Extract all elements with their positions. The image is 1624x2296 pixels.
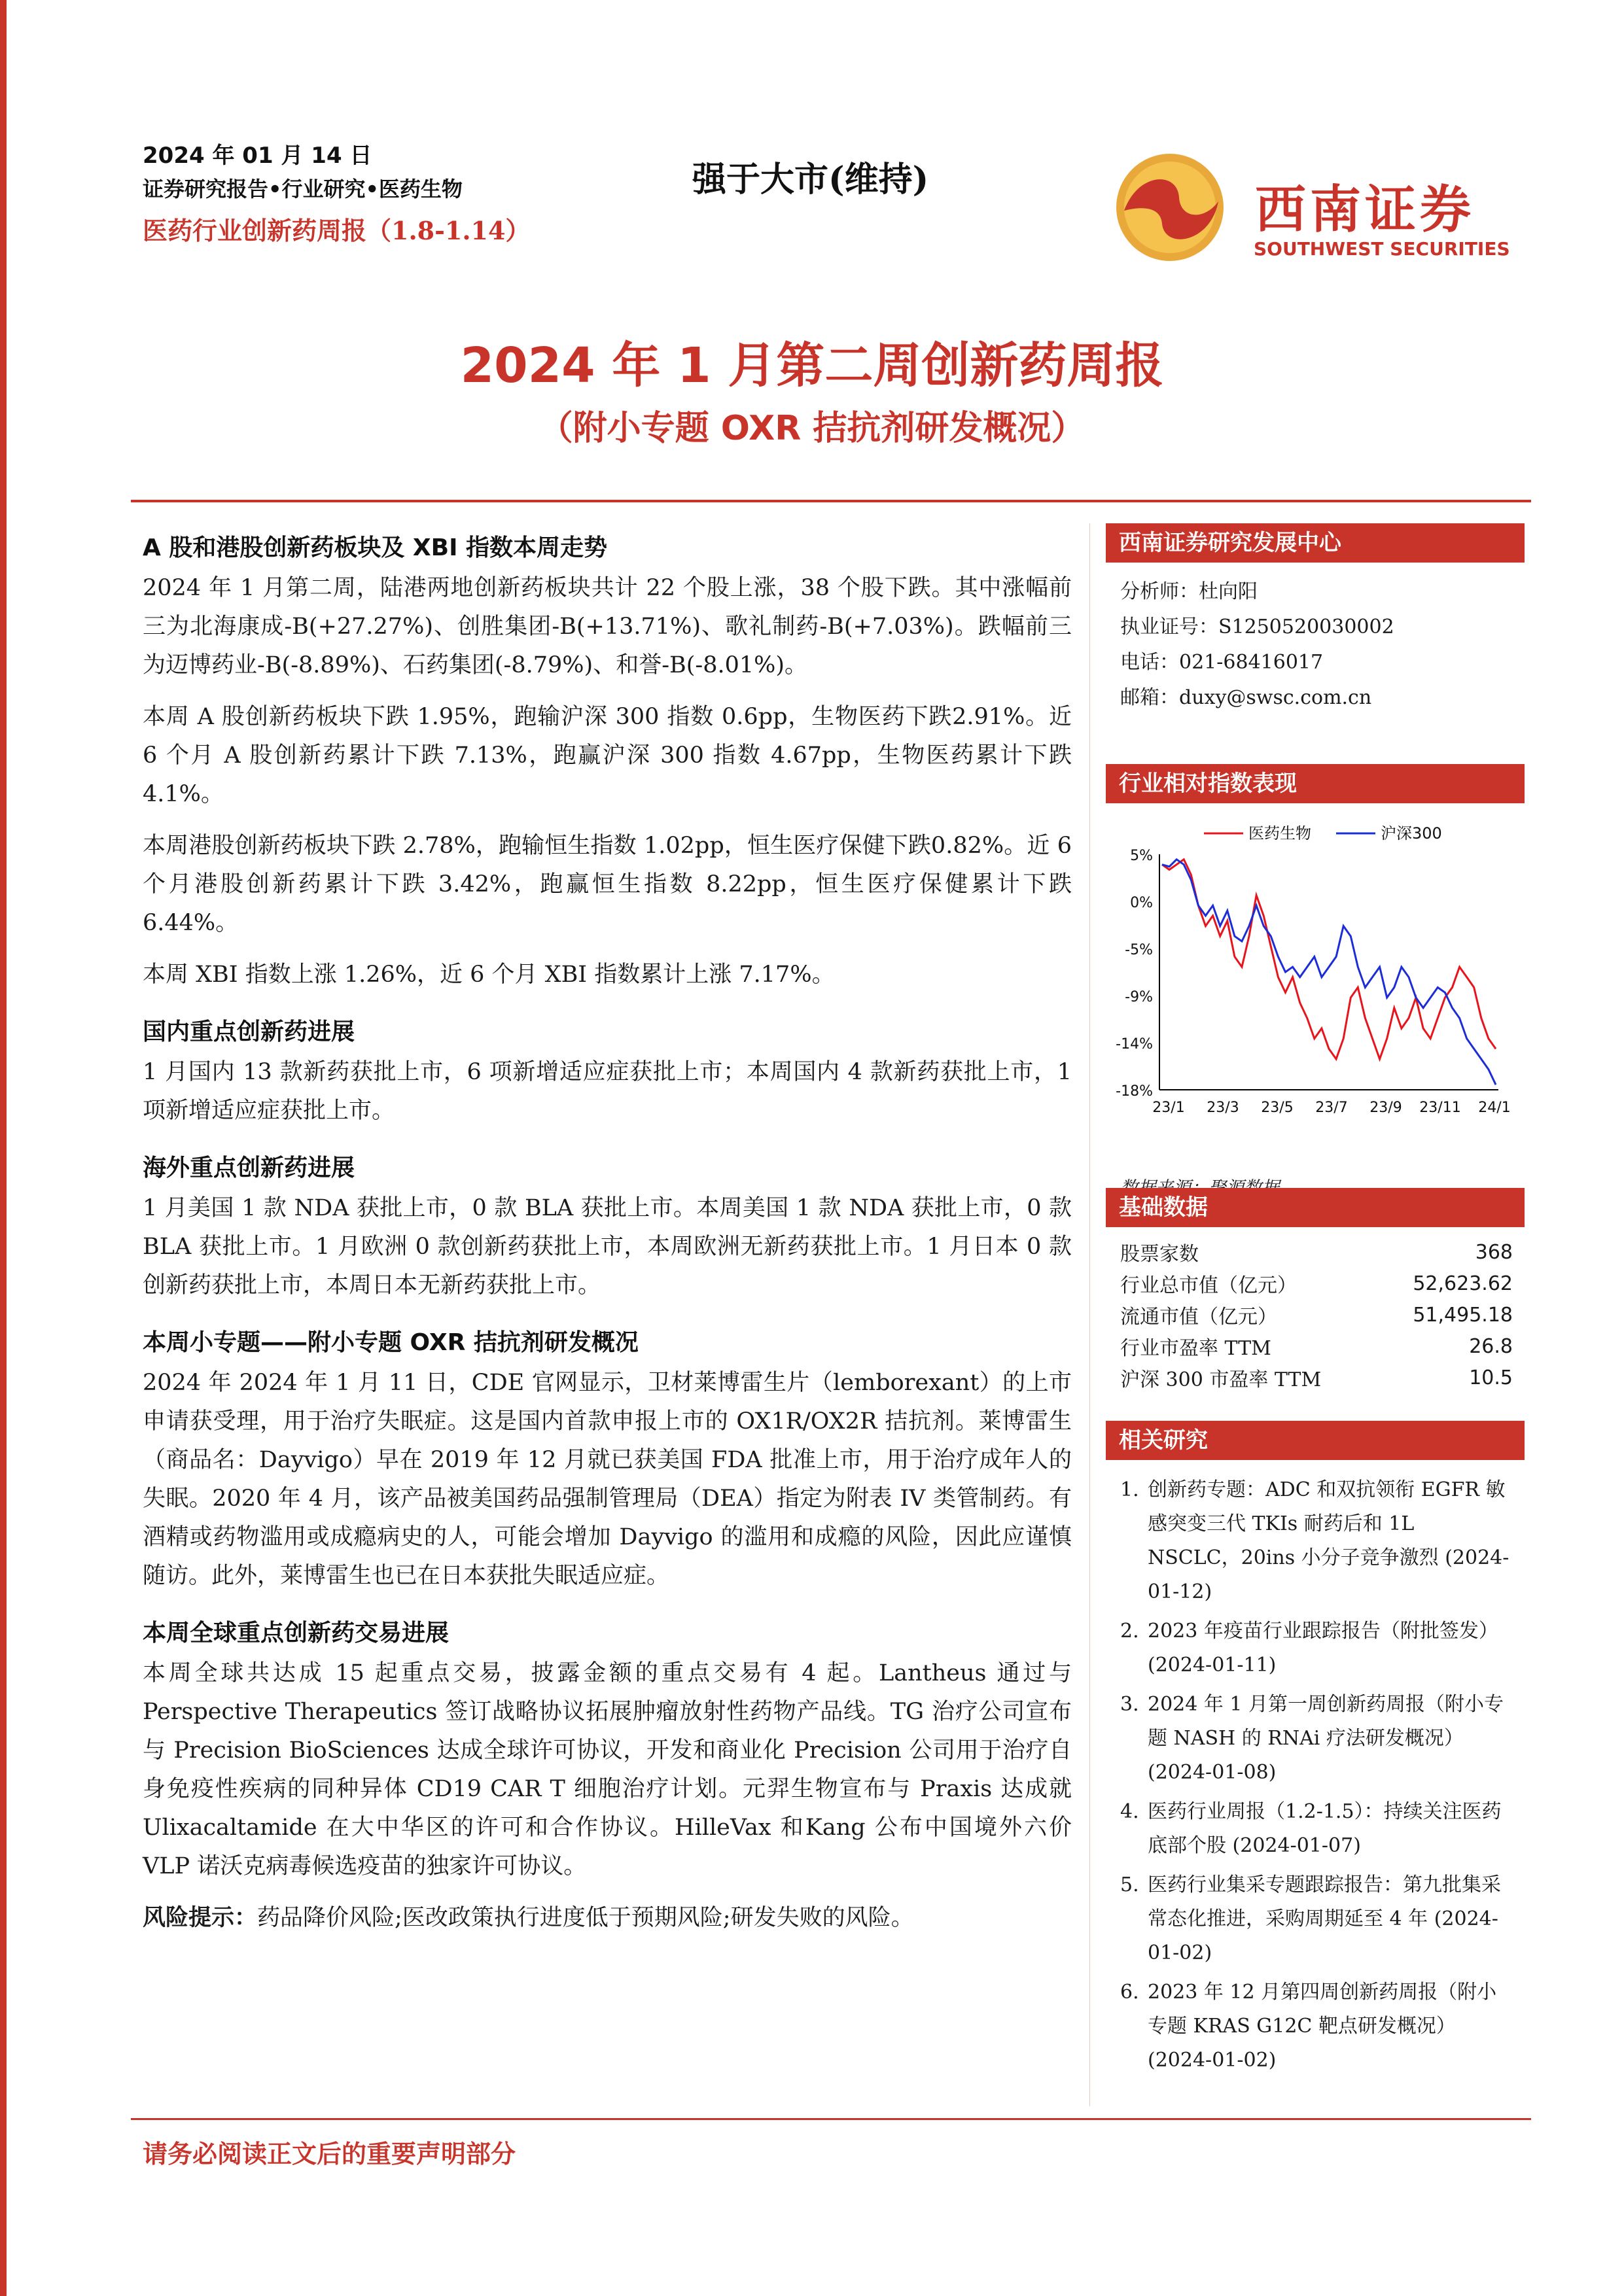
table-row [1120, 1236, 1513, 1268]
footer-divider [131, 2118, 1531, 2120]
row-label: 行业市盈率 TTM [1120, 1337, 1271, 1360]
item-number: 6. [1120, 1981, 1139, 2004]
row-value: 26.8 [1469, 1334, 1513, 1358]
item-number: 4. [1120, 1800, 1139, 1823]
list-item[interactable] [1120, 1614, 1513, 1682]
report-date: 2024 年 01 月 14 日 [143, 143, 372, 169]
y-tick-label: -9% [1125, 989, 1153, 1005]
main-content [143, 523, 1072, 1938]
paragraph: 1 月美国 1 款 NDA 获批上市，0 款 BLA 获批上市。本周美国 1 款 NDA 获批上市，0 款 BLA 获批上市。1 月欧洲 0 款创新药获批上市，本周欧洲无新药获批上市。1 月日本 0 款创新药获批上市，本周日本无新药获批上市。 [143, 1195, 1072, 1298]
column-divider [1089, 523, 1090, 2106]
report-title: 2024 年 1 月第二周创新药周报 [460, 338, 1164, 394]
related-header: 相关研究 [1106, 1421, 1525, 1460]
row-label: 沪深 300 市盈率 TTM [1120, 1368, 1322, 1391]
legend-label: 医药生物 [1248, 824, 1311, 843]
series-line-1 [1162, 860, 1496, 1059]
x-tick-label: 23/3 [1207, 1100, 1239, 1116]
related-research-box [1106, 1421, 1525, 2083]
logo-en: SOUTHWEST SECURITIES [1254, 238, 1510, 260]
y-tick-label: -18% [1116, 1083, 1153, 1100]
paragraph: 本周 A 股创新药板块下跌 1.95%，跑输沪深 300 指数 0.6pp，生物医药下跌2.91%。近 6 个月 A 股创新药累计下跌 7.13%，跑赢沪深 300 指数 4.67pp，生物医药累计下跌 4.1%。 [143, 704, 1072, 807]
section-heading: 本周小专题——附小专题 OXR 拮抗剂研发概况 [143, 1329, 639, 1356]
y-tick-label: -14% [1116, 1036, 1153, 1052]
item-text: 医药行业集采专题跟踪报告：第九批集采常态化推进，采购周期延至 4 年 (2024-01-02) [1148, 1873, 1501, 1964]
list-item[interactable] [1120, 1975, 1513, 2078]
analyst-name: 分析师：杜向阳 [1120, 580, 1258, 603]
logo-mark-icon [1106, 145, 1237, 270]
list-item[interactable] [1120, 1868, 1513, 1970]
section-heading: 本周全球重点创新药交易进展 [143, 1620, 450, 1646]
logo [1106, 145, 1511, 270]
table-row [1120, 1299, 1513, 1331]
y-tick-label: -5% [1125, 942, 1153, 958]
item-number: 3. [1120, 1693, 1139, 1716]
row-value: 368 [1475, 1240, 1513, 1264]
analyst-phone: 电话：021-68416017 [1120, 651, 1324, 674]
y-tick-label: 5% [1130, 848, 1153, 864]
legend-label: 沪深300 [1381, 824, 1442, 843]
risk-note [143, 1899, 1072, 1938]
section-deals [143, 1609, 1072, 1886]
x-tick-label: 23/7 [1315, 1100, 1348, 1116]
analyst-email[interactable]: 邮箱：duxy@swsc.com.cn [1120, 686, 1372, 709]
performance-chart [1106, 815, 1525, 1208]
section-heading: 海外重点创新药进展 [143, 1155, 355, 1181]
row-label: 流通市值（亿元） [1120, 1306, 1277, 1329]
table-row [1120, 1362, 1513, 1393]
footer-disclaimer: 请务必阅读正文后的重要声明部分 [143, 2139, 516, 2168]
paragraph: 1 月国内 13 款新药获批上市，6 项新增适应症获批上市；本周国内 4 款新药获批上市，1 项新增适应症获批上市。 [143, 1059, 1072, 1124]
paragraph: 2024 年 1 月第二周，陆港两地创新药板块共计 22 个股上涨，38 个股下跌。其中涨幅前三为北海康成-B(+27.27%)、创胜集团-B(+13.71%)、歌礼制药-B(+7.03%)。跌幅前三为迈博药业-B(-8.89%)、石药集团(-8.79%)、和誉-B(-8.01%)。 [143, 575, 1072, 678]
item-number: 2. [1120, 1620, 1139, 1643]
x-tick-label: 23/9 [1369, 1100, 1402, 1116]
x-tick-label: 23/5 [1261, 1100, 1294, 1116]
x-tick-label: 24/1 [1478, 1100, 1511, 1116]
table-row [1120, 1268, 1513, 1299]
rating: 强于大市(维持) [692, 160, 929, 200]
row-label: 行业总市值（亿元） [1120, 1274, 1297, 1297]
x-tick-label: 23/11 [1419, 1100, 1461, 1116]
performance-header: 行业相对指数表现 [1106, 764, 1525, 803]
list-item[interactable] [1120, 1688, 1513, 1790]
item-text: 创新药专题：ADC 和双抗领衔 EGFR 敏感突变三代 TKIs 耐药后和 1L NSCLC，20ins 小分子竞争激烈 (2024-01-12) [1148, 1478, 1509, 1603]
report-series: 医药行业创新药周报（1.8-1.14） [143, 216, 531, 245]
item-number: 5. [1120, 1873, 1139, 1896]
report-category: 证券研究报告•行业研究•医药生物 [143, 177, 463, 201]
logo-cn: 西南证券 [1255, 180, 1475, 239]
list-item[interactable] [1120, 1473, 1513, 1609]
item-number: 1. [1120, 1478, 1139, 1501]
section-topic [143, 1318, 1072, 1595]
paragraph: 2024 年 2024 年 1 月 11 日，CDE 官网显示，卫材莱博雷生片（lemborexant）的上市申请获受理，用于治疗失眠症。这是国内首款申报上市的 OX1R/OX2R 拮抗剂。莱博雷生（商品名：Dayvigo）早在 2019 年 12 月就已获美国 FDA 批准上市，用于治疗成年人的失眠。2020 年 4 月，该产品被美国药品强制管理局（DEA）指定为附表 IV 类管制药。有酒精或药物滥用或成瘾病史的人，可能会增加 Dayvigo 的滥用和成瘾的风险，因此应谨慎随访。此外，莱博雷生也已在日本获批失眠适应症。 [143, 1370, 1072, 1589]
basic-data-table [1120, 1236, 1513, 1393]
item-text: 2024 年 1 月第一周创新药周报（附小专题 NASH 的 RNAi 疗法研发概况） (2024-01-08) [1148, 1693, 1504, 1784]
item-text: 2023 年疫苗行业跟踪报告（附批签发） (2024-01-11) [1148, 1620, 1498, 1677]
row-value: 51,495.18 [1413, 1303, 1513, 1327]
x-tick-label: 23/1 [1152, 1100, 1185, 1116]
row-label: 股票家数 [1120, 1243, 1199, 1266]
risk-text: 药品降价风险;医改政策执行进度低于预期风险;研发失败的风险。 [257, 1905, 914, 1931]
item-text: 医药行业周报（1.2-1.5）：持续关注医药底部个股 (2024-01-07) [1148, 1800, 1502, 1857]
section-overseas [143, 1143, 1072, 1305]
report-subtitle: （附小专题 OXR 拮抗剂研发概况） [538, 409, 1086, 448]
analyst-header: 西南证券研究发展中心 [1106, 523, 1525, 563]
y-tick-label: 0% [1130, 895, 1153, 911]
paragraph: 本周 XBI 指数上涨 1.26%，近 6 个月 XBI 指数累计上涨 7.17%。 [143, 962, 835, 988]
chart-svg [1106, 815, 1525, 1168]
basic-data-box [1106, 1188, 1525, 1393]
basic-data-header: 基础数据 [1106, 1188, 1525, 1227]
row-value: 52,623.62 [1413, 1272, 1513, 1295]
series-line-2 [1162, 860, 1496, 1085]
paragraph: 本周港股创新药板块下跌 2.78%，跑输恒生指数 1.02pp，恒生医疗保健下跌0.82%。近 6 个月港股创新药累计下跌 3.42%，跑赢恒生指数 8.22pp，恒生医疗保健累计下跌 6.44%。 [143, 833, 1072, 936]
table-row [1120, 1331, 1513, 1362]
row-value: 10.5 [1469, 1366, 1513, 1389]
analyst-license: 执业证号：S1250520030002 [1120, 616, 1394, 638]
related-list [1120, 1473, 1513, 2078]
risk-label: 风险提示： [143, 1905, 258, 1931]
title-divider [131, 500, 1531, 502]
section-heading: 国内重点创新药进展 [143, 1018, 355, 1045]
section-heading: A 股和港股创新药板块及 XBI 指数本周走势 [143, 534, 608, 561]
performance-box [1106, 764, 1525, 1116]
item-text: 2023 年 12 月第四周创新药周报（附小专题 KRAS G12C 靶点研发概况） (2024-01-02) [1148, 1981, 1497, 2072]
analyst-box [1106, 523, 1525, 716]
header-meta [143, 137, 530, 247]
paragraph: 本周全球共达成 15 起重点交易，披露金额的重点交易有 4 起。Lantheus 通过与Perspective Therapeutics 签订战略协议拓展肿瘤放射性药物产品线。TG 治疗公司宣布与 Precision BioSciences 达成全球许可协议，开发和商业化 Precision 公司用于治疗自身免疫性疾病的同种异体 CD19 CAR T 细胞治疗计划。元羿生物宣布与 Praxis 达成就 Ulixacaltamide 在大中华区的许可和合作协议。HilleVax 和Kang 公布中国境外六价 VLP 诺沃克病毒候选疫苗的独家许可协议。 [143, 1660, 1072, 1879]
section-domestic [143, 1007, 1072, 1130]
section-market [143, 523, 1072, 994]
list-item[interactable] [1120, 1795, 1513, 1863]
